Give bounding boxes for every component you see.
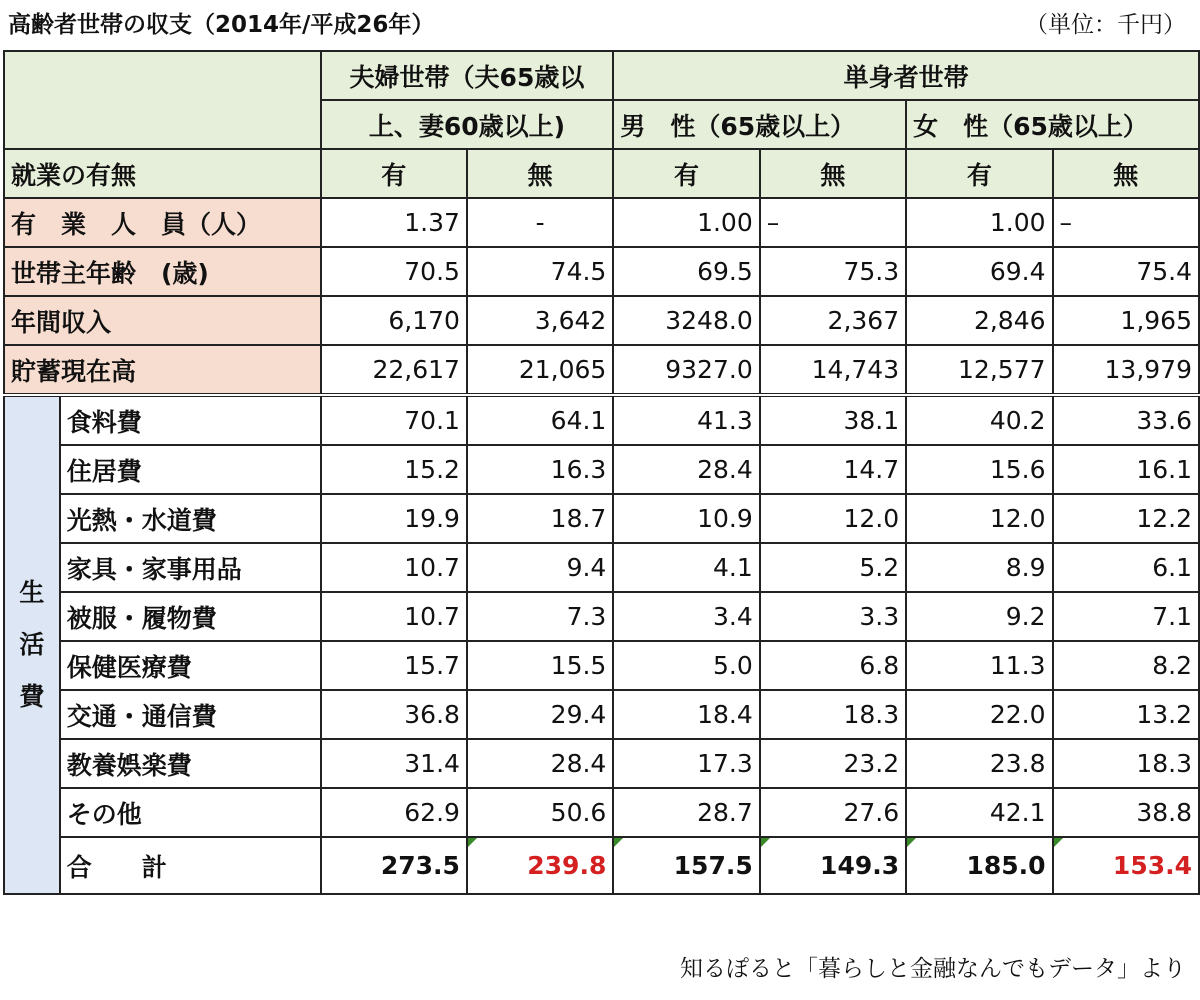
living-expense-label xyxy=(4,395,60,894)
table-cell: 15.6 xyxy=(906,445,1052,494)
table-cell: 13.2 xyxy=(1053,690,1199,739)
table-cell: 62.9 xyxy=(321,788,467,837)
employment-yes: 有 xyxy=(321,149,467,198)
table-cell: 3,642 xyxy=(467,296,613,345)
cell-flag-icon xyxy=(468,838,477,847)
header-single: 単身者世帯 xyxy=(613,51,1199,100)
total-cell xyxy=(760,837,906,894)
expense-label: 教養娯楽費 xyxy=(60,739,321,788)
source-note: 知るぽると「暮らしと金融なんでもデータ」より xyxy=(680,956,1186,982)
table-cell: 41.3 xyxy=(613,395,759,445)
employment-no: 無 xyxy=(760,149,906,198)
table-cell: 70.5 xyxy=(321,247,467,296)
table-row xyxy=(4,395,1199,445)
table-cell: 38.1 xyxy=(760,395,906,445)
table-row xyxy=(4,247,1199,296)
total-value: 153.4 xyxy=(1112,851,1192,880)
table-cell: 8.2 xyxy=(1053,641,1199,690)
employment-no: 無 xyxy=(467,149,613,198)
table-cell: 7.3 xyxy=(467,592,613,641)
table-cell: 3.4 xyxy=(613,592,759,641)
header-couple-2: 上、妻60歳以上) xyxy=(321,100,614,149)
table-cell: 10.9 xyxy=(613,494,759,543)
table-row xyxy=(4,788,1199,837)
row-label: 貯蓄現在高 xyxy=(4,345,321,395)
table-cell: 13,979 xyxy=(1053,345,1199,395)
table-cell: 3.3 xyxy=(760,592,906,641)
unit-label: （単位：千円） xyxy=(1025,12,1186,38)
total-cell xyxy=(321,837,467,894)
total-value: 157.5 xyxy=(673,851,753,880)
table-row xyxy=(4,494,1199,543)
header-male: 男 性（65歳以上） xyxy=(613,100,906,149)
table-cell: 28.4 xyxy=(467,739,613,788)
table-row xyxy=(4,592,1199,641)
table-row xyxy=(4,445,1199,494)
total-cell xyxy=(467,837,613,894)
total-value: 273.5 xyxy=(380,851,460,880)
table-cell: 14.7 xyxy=(760,445,906,494)
table-cell: 1.37 xyxy=(321,198,467,247)
table-cell: 2,367 xyxy=(760,296,906,345)
living-expense-char: 生 xyxy=(19,578,45,607)
table-cell: 11.3 xyxy=(906,641,1052,690)
table-cell: 12,577 xyxy=(906,345,1052,395)
table-cell: 31.4 xyxy=(321,739,467,788)
table-cell: 5.0 xyxy=(613,641,759,690)
total-label: 合 計 xyxy=(60,837,321,894)
table-row xyxy=(4,296,1199,345)
table-cell: 18.3 xyxy=(1053,739,1199,788)
table-cell: 15.7 xyxy=(321,641,467,690)
table-cell: 4.1 xyxy=(613,543,759,592)
table-cell: 9.2 xyxy=(906,592,1052,641)
total-cell xyxy=(906,837,1052,894)
table-cell: 9327.0 xyxy=(613,345,759,395)
table-cell: 21,065 xyxy=(467,345,613,395)
table-cell: 8.9 xyxy=(906,543,1052,592)
table-cell: 69.5 xyxy=(613,247,759,296)
table-cell: 33.6 xyxy=(1053,395,1199,445)
table-cell: 69.4 xyxy=(906,247,1052,296)
table-cell: 42.1 xyxy=(906,788,1052,837)
table-cell: 23.2 xyxy=(760,739,906,788)
table-cell: 7.1 xyxy=(1053,592,1199,641)
row-label: 年間収入 xyxy=(4,296,321,345)
expense-label: 食料費 xyxy=(60,395,321,445)
employment-no: 無 xyxy=(1053,149,1199,198)
header-corner xyxy=(4,51,321,149)
row-label: 世帯主年齢 (歳) xyxy=(4,247,321,296)
table-cell: 27.6 xyxy=(760,788,906,837)
table-cell: 18.7 xyxy=(467,494,613,543)
cell-flag-icon xyxy=(1054,838,1063,847)
table-cell: 22,617 xyxy=(321,345,467,395)
table-cell: 12.0 xyxy=(760,494,906,543)
table-cell: 3248.0 xyxy=(613,296,759,345)
employment-yes: 有 xyxy=(613,149,759,198)
total-row xyxy=(4,837,1199,894)
row-label: 有 業 人 員（人） xyxy=(4,198,321,247)
table-cell: 75.3 xyxy=(760,247,906,296)
total-cell xyxy=(1053,837,1199,894)
cell-flag-icon xyxy=(761,838,770,847)
page-title: 高齢者世帯の収支（2014年/平成26年） xyxy=(8,12,435,38)
living-expense-char: 費 xyxy=(19,682,45,711)
expense-label: 被服・履物費 xyxy=(60,592,321,641)
living-expense-char: 活 xyxy=(19,630,45,659)
table-cell: 74.5 xyxy=(467,247,613,296)
table-cell: 38.8 xyxy=(1053,788,1199,837)
header-female: 女 性（65歳以上） xyxy=(906,100,1199,149)
table-cell: 10.7 xyxy=(321,543,467,592)
expense-label: 交通・通信費 xyxy=(60,690,321,739)
expense-label: 光熱・水道費 xyxy=(60,494,321,543)
expense-label: 家具・家事用品 xyxy=(60,543,321,592)
table-cell: – xyxy=(1053,198,1199,247)
table-cell: 19.9 xyxy=(321,494,467,543)
table-row xyxy=(4,198,1199,247)
table-cell: 16.3 xyxy=(467,445,613,494)
cell-flag-icon xyxy=(614,838,623,847)
table-cell: 15.2 xyxy=(321,445,467,494)
table-cell: 64.1 xyxy=(467,395,613,445)
table-cell: 9.4 xyxy=(467,543,613,592)
expense-label: 保健医療費 xyxy=(60,641,321,690)
household-budget-table xyxy=(3,50,1200,895)
table-cell: 6,170 xyxy=(321,296,467,345)
table-cell: 1.00 xyxy=(613,198,759,247)
table-cell: 10.7 xyxy=(321,592,467,641)
total-cell xyxy=(613,837,759,894)
table-cell: 2,846 xyxy=(906,296,1052,345)
table-cell: 1,965 xyxy=(1053,296,1199,345)
table-cell: 22.0 xyxy=(906,690,1052,739)
table-cell: 70.1 xyxy=(321,395,467,445)
table-cell: 36.8 xyxy=(321,690,467,739)
table-row xyxy=(4,690,1199,739)
expense-label: 住居費 xyxy=(60,445,321,494)
table-cell: 18.4 xyxy=(613,690,759,739)
table-row xyxy=(4,345,1199,395)
table-cell: 12.0 xyxy=(906,494,1052,543)
expense-label: その他 xyxy=(60,788,321,837)
table-cell: 50.6 xyxy=(467,788,613,837)
table-cell: 23.8 xyxy=(906,739,1052,788)
table-cell: 14,743 xyxy=(760,345,906,395)
total-value: 239.8 xyxy=(527,851,607,880)
table-cell: 16.1 xyxy=(1053,445,1199,494)
table-cell: 75.4 xyxy=(1053,247,1199,296)
table-cell: 28.4 xyxy=(613,445,759,494)
total-value: 149.3 xyxy=(820,851,900,880)
table-cell: 5.2 xyxy=(760,543,906,592)
table-row xyxy=(4,543,1199,592)
table-cell: 28.7 xyxy=(613,788,759,837)
table-cell: 1.00 xyxy=(906,198,1052,247)
header-couple: 夫婦世帯（夫65歳以 xyxy=(321,51,614,100)
table-cell: 40.2 xyxy=(906,395,1052,445)
table-cell: 6.1 xyxy=(1053,543,1199,592)
table-row xyxy=(4,739,1199,788)
employment-yes: 有 xyxy=(906,149,1052,198)
table-cell: – xyxy=(760,198,906,247)
table-cell: 12.2 xyxy=(1053,494,1199,543)
cell-flag-icon xyxy=(907,838,916,847)
table-cell: 18.3 xyxy=(760,690,906,739)
table-cell: 29.4 xyxy=(467,690,613,739)
employment-label: 就業の有無 xyxy=(4,149,321,198)
table-cell: - xyxy=(467,198,613,247)
table-row xyxy=(4,641,1199,690)
table-cell: 15.5 xyxy=(467,641,613,690)
table-cell: 6.8 xyxy=(760,641,906,690)
total-value: 185.0 xyxy=(966,851,1046,880)
table-cell: 17.3 xyxy=(613,739,759,788)
